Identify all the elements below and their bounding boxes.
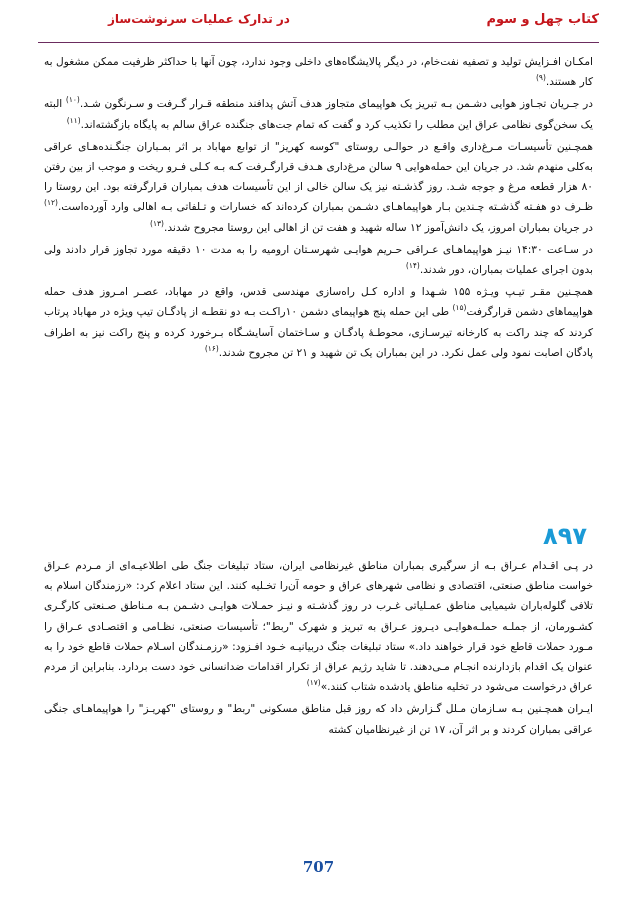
footnote-marker: (۹)	[535, 73, 546, 83]
footnote-marker: (۱۰)	[65, 95, 80, 105]
footnote-marker: (۱۶)	[204, 343, 219, 353]
paragraph-text: در جـریان تجـاوز هوایی دشـمن بـه تبریز یک هواپیمای متجاوز هدف آتش پدافند منطقه قـرار گـرفت و سـرنگون شـد.	[79, 98, 593, 111]
paragraph	[44, 282, 593, 363]
paragraph-text: ایـران همچـنین بـه سـازمان مـلل گـزارش داد که روز قبل مناطق مسکونی "ربط" و روستای "کهریـز" را هواپیماهـای جنگی عراقی بمباران کردند و بر اثر آن، ۱۷ تن از غیرنظامیان کشته	[44, 703, 593, 736]
paragraph	[44, 556, 593, 697]
footnote-marker: (۱۴)	[405, 261, 420, 271]
paragraph-text: طی این حمله پنج هواپیمای دشمن ۱۰راکـت بـه دو نقطـه از پادگـان تیپ ویژه در مهاباد پرتاب کردند که چند راکت به کارخانه تیرسـازی، محوطـۀ پادگـان و سـاختمان آسایشـگاه بـرخورد کرده و پنج راکت نیز به اطراف پادگان اصابت نمود ولی عمل نکرد. در این بمباران یک تن شهید و ۲۱ تن مجروح شدند.	[44, 306, 593, 359]
paragraph-text: در جریان بمباران امروز، یک دانش‌آموز ۱۲ ساله شهید و هفت تن از اهالی این روستا مجروح شدند.	[163, 221, 593, 234]
footnote-marker: (۱۳)	[150, 218, 164, 228]
paragraph	[44, 699, 593, 739]
paragraph-text: در پـی اقـدام عـراق بـه از سرگیری بمباران مناطق غیرنظامی ایران، ستاد تبلیغات جنگ طی اطلاعیـه‌ای از مـردم عـراق خواست مناطق صنعتی، اقتصادی و نظامی شهرهای عراق و حومه آن‌را تخـلیه کنند. این ستاد اعلام کرد: «رزمندگان اسلام به تلافی گلوله‌باران شیمیایی مناطق عمـلیاتی غـرب در روز گذشـته و نیـز حمـلات هوایـی دشـمن بـه مـناطق صـنعتی کارگـری کشـورمان، از جملـه حملـه‌هوایـی دیـروز عـراق به تبریز و شهرک "ربط"؛ تأسیسات صنعتی، نظـامی و اقتصـادی عـراق را مـورد حملات قاطع خود قرار خواهند داد.» ستاد تبلیغات جنگ دربیانیـه خـود افـزود: «رزمـندگان اسـلام حملات قاطع خود را به عنوان یک اقدام بازدارنده انجـام مـی‌دهند. تا شاید رژیم عراق از تکرار اقدامات ضدانسانی خود دست بردارد. بنابراین از مردم عراق درخواست می‌شود در تخلیه مناطق یادشده شتاب کنند.»	[44, 560, 593, 694]
body-text-bottom	[44, 556, 593, 742]
paragraph	[44, 240, 593, 280]
footnote-marker: (۱۱)	[66, 115, 81, 125]
book-title: کتاب چهل و سوم	[486, 12, 599, 27]
chapter-title: در تدارک عملیات سرنوشت‌ساز	[108, 12, 290, 26]
page-number: 707	[302, 858, 335, 876]
footnote-marker: (۱۵)	[452, 303, 467, 313]
paragraph-text: در سـاعت ۱۴:۳۰ نیـز هواپیماهـای عـراقی حـریم هوایـی شهرسـتان ارومیه را به مدت ۱۰ دقیقه مورد تجاوز قرار دادند ولی بدون اجرای عملیات بمباران، دور شدند.	[44, 243, 594, 277]
paragraph	[44, 94, 593, 134]
section-number: ۸۹۷	[543, 522, 587, 550]
paragraph	[44, 52, 593, 92]
paragraph-text: همچـنین مقـر تیـپ ویـژه ۱۵۵ شـهدا و اداره کـل راه‌سازی مهندسی قدس، واقع در مهاباد، عصـر امـروز هدف حمله هواپیماهای دشمن قرارگرفت	[44, 286, 593, 319]
footnote-marker: (۱۷)	[306, 678, 321, 688]
paragraph	[44, 137, 593, 238]
header-divider	[38, 42, 599, 43]
paragraph-text: همچـنین تأسیسـات مـرغ‌داری واقـع در حوالـی روستای "کوسه کهریز" از توابع مهاباد بر اثر بمـباران جنگـنده‌هـای عراقی به‌کلی منهدم شد. در جریان این حمله‌هوایی ۹ سالن مرغ‌داری هـدف قرارگـرفت کـه بـه کـلی فـرو ریخت و موجب از بین رفتن ۸۰ هزار قطعه مرغ و جوجه شـد. روز گذشـته نیز یک سالن خالی از این تأسیسات هدف بمباران قرارگرفته بود. این روستا را ظـرف دو هفـته گذشـته چـندین بـار هواپیماهـای دشـمن بمباران کرده‌اند که خسارات و تـلفاتی بـه اهالی وارد آورده‌است.	[44, 140, 593, 214]
paragraph-text: امکـان افـزایش تولید و تصفیه نفت‌خام، در دیگر پالایشگاه‌های داخلی وجود ندارد، چون آنها با حداکثر ظرفیت ممکن مشغول به کار هستند.	[44, 56, 593, 89]
page-header	[38, 10, 599, 36]
paragraph-text: البته یک سخن‌گوی نظامی عراق این مطلب را تکذیب کرد و گفت که تمام جت‌های جنگنده عراق سالم به پایگاه بازگشته‌اند.	[44, 98, 593, 131]
body-text-top	[44, 52, 593, 365]
footnote-marker: (۱۲)	[44, 198, 58, 208]
